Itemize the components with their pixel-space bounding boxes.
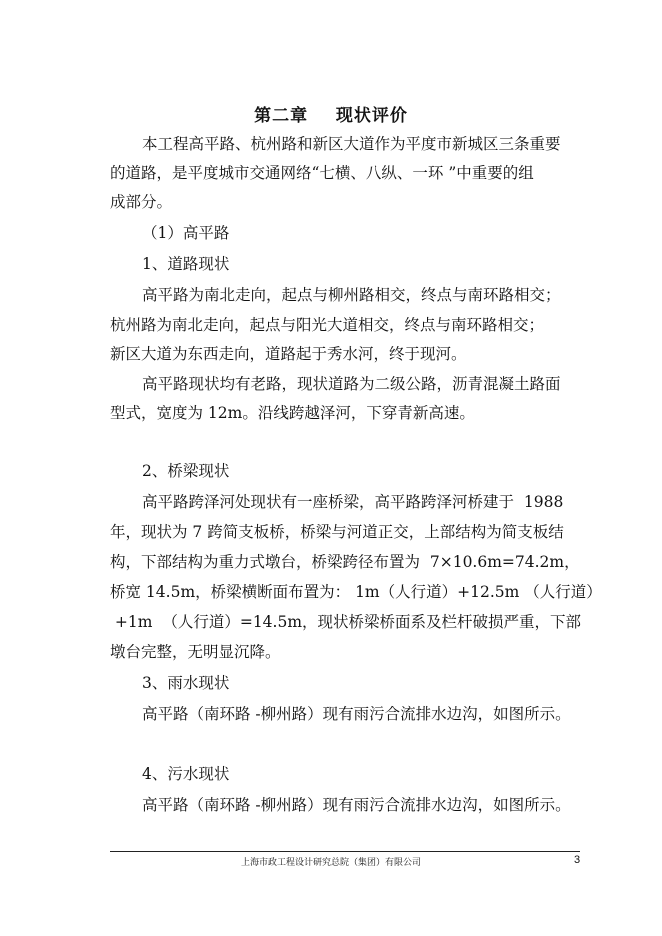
paragraph-line: 构，下部结构为重力式墩台，桥梁跨径布置为 7×10.6m=74.2m，	[110, 553, 580, 571]
footer-company: 上海市政工程设计研究总院（集团）有限公司	[240, 858, 421, 868]
paragraph-line: 高平路为南北走向，起点与柳州路相交，终点与南环路相交；	[142, 286, 561, 304]
subsection-heading: 1、道路现状	[142, 255, 230, 273]
subsection-heading: 4、污水现状	[142, 765, 230, 783]
paragraph-line: 杭州路为南北走向，起点与阳光大道相交，终点与南环路相交；	[110, 316, 545, 334]
chapter-title: 第二章 现状评价	[254, 106, 408, 126]
paragraph-line: +1m （人行道）=14.5m，现状桥梁桥面系及栏杆破损严重，下部	[110, 613, 582, 631]
paragraph-line: 型式，宽度为 12m。沿线跨越泽河，下穿青新高速。	[110, 404, 475, 422]
footer-divider	[110, 851, 580, 852]
section-heading: （1）高平路	[142, 224, 230, 242]
paragraph-line: 年，现状为 7 跨简支板桥，桥梁与河道正交，上部结构为简支板结	[110, 523, 564, 541]
paragraph-line: 墩台完整，无明显沉降。	[110, 643, 281, 661]
paragraph-line: 高平路（南环路 -柳州路）现有雨污合流排水边沟，如图所示。	[142, 705, 571, 723]
paragraph-line: 高平路现状均有老路，现状道路为二级公路，沥青混凝土路面	[142, 375, 561, 393]
paragraph-line: 桥宽 14.5m，桥梁横断面布置为： 1m（人行道）+12.5m （人行道）	[110, 583, 602, 601]
paragraph-line: 高平路跨泽河处现状有一座桥梁，高平路跨泽河桥建于 1988	[142, 493, 564, 511]
paragraph-line: 的道路，是平度城市交通网络“七横、八纵、一环 ”中重要的组	[110, 164, 534, 182]
page-number: 3	[574, 854, 581, 866]
paragraph-line: 高平路（南环路 -柳州路）现有雨污合流排水边沟，如图所示。	[142, 796, 571, 814]
paragraph-line: 成部分。	[110, 193, 173, 211]
paragraph-line: 本工程高平路、杭州路和新区大道作为平度市新城区三条重要	[142, 135, 561, 153]
subsection-heading: 3、雨水现状	[142, 674, 230, 692]
paragraph-line: 新区大道为东西走向，道路起于秀水河，终于现河。	[110, 345, 467, 363]
subsection-heading: 2、桥梁现状	[142, 462, 230, 480]
